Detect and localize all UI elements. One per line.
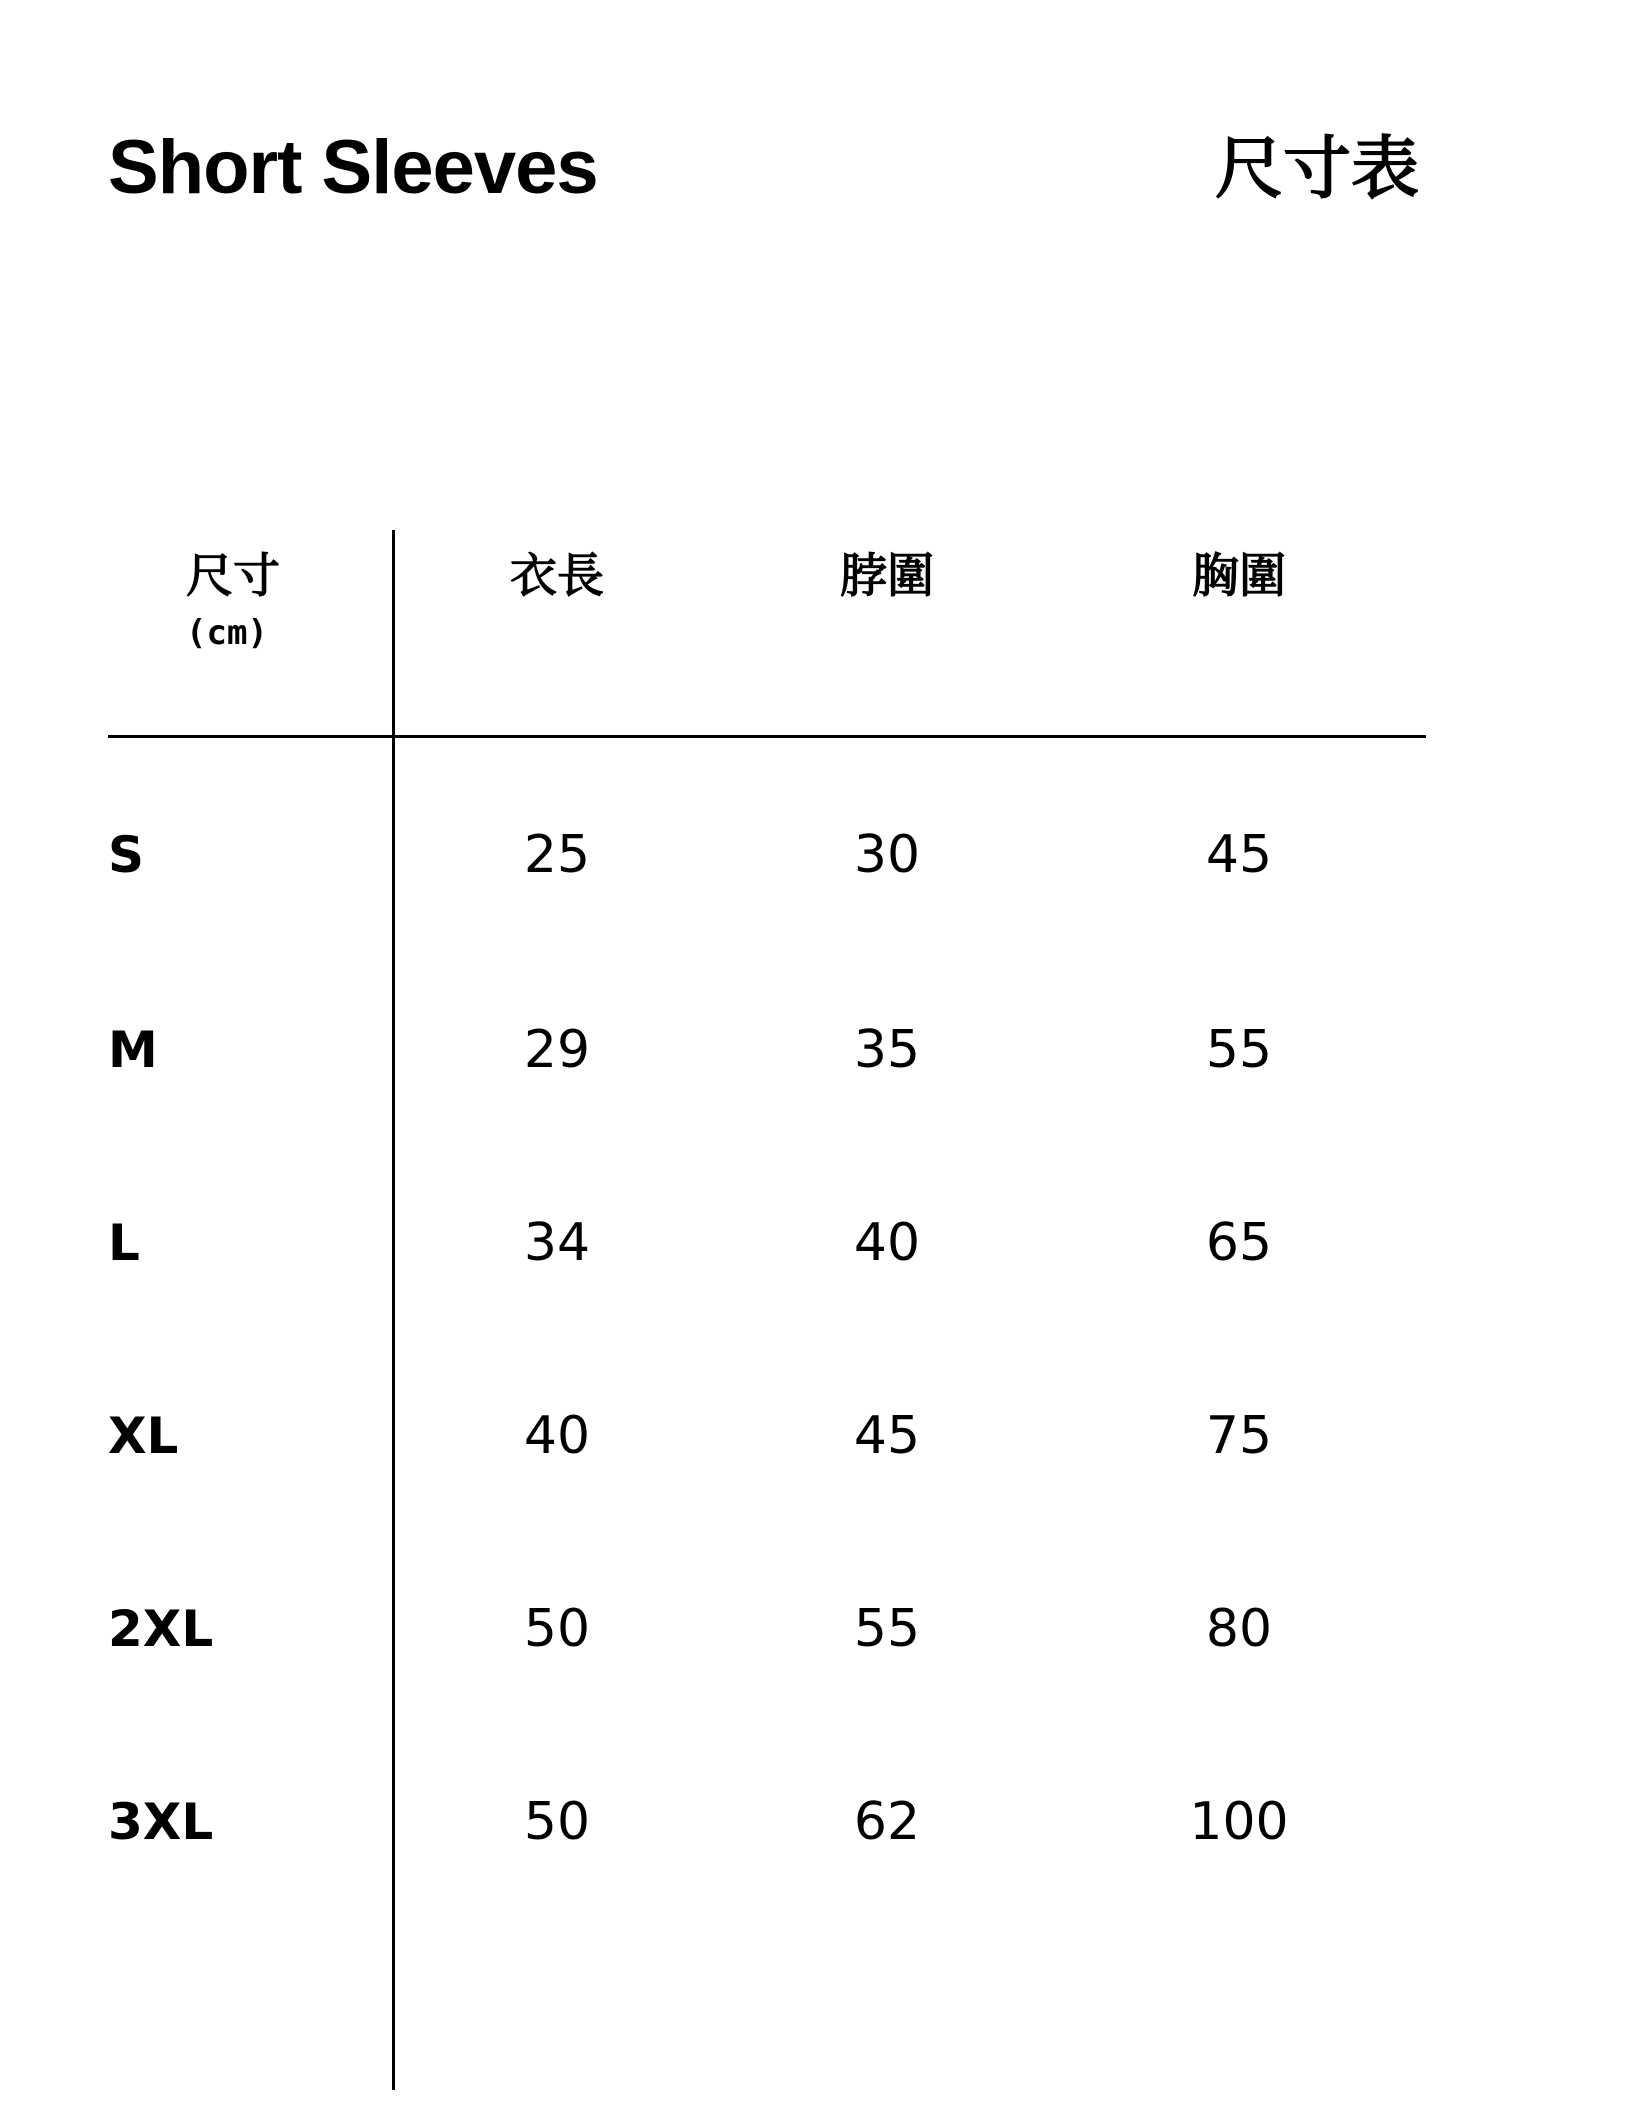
size-table-container	[0, 530, 1646, 1918]
column-header-size	[108, 530, 392, 757]
cell-neck: 62	[853, 1791, 921, 1852]
column-header-chest	[1052, 530, 1426, 757]
cell-size: L	[108, 1213, 140, 1272]
cell-size: XL	[108, 1406, 179, 1465]
table-body	[108, 757, 1426, 1918]
table-row	[108, 1146, 1426, 1339]
cell-length: 50	[523, 1791, 591, 1852]
table-row	[108, 953, 1426, 1146]
cell-chest: 65	[1205, 1212, 1273, 1273]
column-header-neck-label: 脖圍	[840, 549, 934, 604]
cell-neck: 35	[853, 1019, 921, 1080]
page-title-english: Short Sleeves	[108, 125, 598, 210]
cell-size: 2XL	[108, 1599, 214, 1658]
cell-length: 50	[523, 1598, 591, 1659]
column-header-chest-label: 胸圍	[1192, 549, 1286, 604]
cell-length: 40	[523, 1405, 591, 1466]
cell-chest: 55	[1205, 1019, 1273, 1080]
cell-chest: 80	[1205, 1598, 1273, 1659]
cell-length: 34	[523, 1212, 591, 1273]
cell-length: 29	[523, 1019, 591, 1080]
column-header-size-unit: (cm)	[186, 613, 268, 654]
cell-size: M	[108, 1020, 158, 1079]
table-row	[108, 757, 1426, 953]
cell-chest: 45	[1205, 825, 1273, 885]
cell-chest: 75	[1205, 1405, 1273, 1466]
table-row	[108, 1339, 1426, 1532]
cell-neck: 55	[853, 1598, 921, 1659]
column-header-size-label: 尺寸	[186, 549, 280, 604]
column-header-length-label: 衣長	[510, 549, 604, 604]
cell-size: 3XL	[108, 1792, 214, 1851]
page-title-chinese: 尺寸表	[1215, 130, 1420, 209]
table-row	[108, 1725, 1426, 1918]
table-header-row	[108, 530, 1426, 757]
cell-length: 25	[523, 825, 591, 885]
column-header-neck	[722, 530, 1052, 757]
cell-size: S	[108, 826, 145, 884]
size-table	[108, 530, 1426, 1918]
page-header	[0, 125, 1646, 240]
column-header-length	[392, 530, 722, 757]
cell-neck: 45	[853, 1405, 921, 1466]
cell-neck: 40	[853, 1212, 921, 1273]
table-row	[108, 1532, 1426, 1725]
cell-chest: 100	[1189, 1791, 1289, 1852]
cell-neck: 30	[853, 825, 921, 885]
